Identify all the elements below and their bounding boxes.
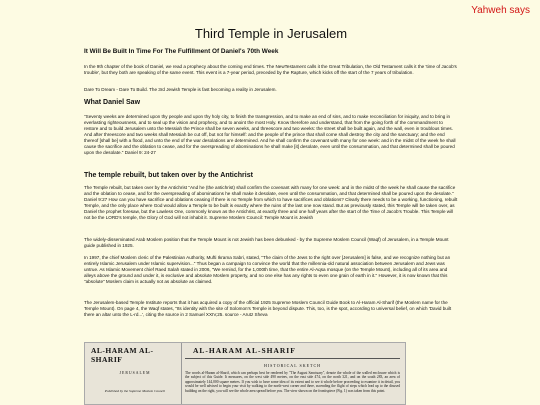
- paragraph-temple-institute: The Jerusalem-based Temple Institute reports that it has acquired a copy of the official 1925 Supreme Moslem Council Guide Book to Al-Haram Al-Sharif (the Moslem name for the Temple Mount). On page 4, the Waqf states, "Its identity with the site of Solomon's Temple is beyond dispute. This, too, is the spot, according to universal belief, on which 'David built there an altar unto the L-rd...', citing the source in 2 Samuel XXIV,25. source - Arutz Sheva: [84, 300, 452, 317]
- scan-sketch-page: [185, 346, 400, 393]
- paragraph-waqf-debunked: The widely-disseminated Arab Moslem position that the Temple Mount is not Jewish has been debunked - by the Supreme Moslem Council (Waqf) of Jerusalem, in a Temple Mount guide published in 1925.: [84, 237, 449, 248]
- section-heading-70th-week: It Will Be Built In Time For The Fulfillment Of Daniel's 70th Week: [84, 48, 279, 55]
- paragraph-antichrist: The Temple rebuilt, but taken over by the Antichrist "And he (the antichrist) shall confirm the covenant with many for one week: and in the midst of the week he shall cause the sacrifice and the oblation to cease, and for the overspreading of abominations he shall make it desolate, even until the consummation, and that determined shall be poured upon the desolate." Daniel 9:27 How can you have sacrifice and oblations ceasing if there is no Temple from which to have sacrifices and oblations? Clearly there needs to be a working, functioning, rebuilt Temple, and the only place where God would allow a Temple to be built is exactly where the ruins of the last one now stand. But as previously stated, this Temple will be taken over, as Daniel the prophet foresaw, but the Lawless One, commonly known as the Antichrist, at exactly three and one half years after the start of the Time of Jacob's Trouble. This Temple will not be the LORD's temple, the Glory of God will not inhabit it. Supreme Moslem Council: Temple Mount is Jewish: [84, 185, 458, 220]
- scan-sketch-text: The words al-Haram al-Sharif, which can perhaps best be rendered by "The August Sanctuary", denote the whole of the walled enclosure which is the subject of this Guide. It measures, on the west side 490 metres, on the east side 474, on the north 321, and on the south 283, an area of approximately 144,000 square metres. If you wish to have some idea of its extent and to see it whole before proceeding to examine it in detail, you would be well advised to begin your visit by walking to the north-west corner and there, ascending the flight of steps which lead up to the disused building on the right, you will see the whole area spread before you. The view shown on the frontispiece (Fig. 1) was taken from this point.: [185, 371, 400, 393]
- paragraph-dare-to-dream: Dare To Dream - Dare To Build. The 3rd Jewish Temple is fast becoming a reality in Jerusalem.: [84, 87, 277, 92]
- paragraph-mufti-1997: In 1997, the chief Moslem cleric of the Palestinian Authority, Mufti Ikrama Sabri, stated, "The claim of the Jews to the right over [Jerusalem] is false, and we recognize nothing but an entirely Islamic Jerusalem under Islamic supervision..." Thus began a campaign to convince the world that the millennia-old natural association between Jerusalem and Jews was untrue. As Islamic Movement chief Raed Salah stated in 2006, "We remind, for the 1,000th time, that the entire Al-Aqsa mosque (on the Temple Mount), including all of its area and alleys above the ground and under it, is exclusive and absolute Moslem property, and no one else has any rights to even one grain of earth in it." However, it is now known that this "absolute" Moslem claim is actually not as absolute as claimed.: [84, 255, 451, 284]
- scan-cover-publisher: Published by the Supreme Moslem Council: [104, 389, 166, 393]
- paragraph-intro: In the 9th chapter of the book of Daniel, we read a prophecy about the coming end times. The NewTestament calls it the Great Tribulation, the Old Testament calls it the 'time of Jacob's trouble', but they both are speaking of the same event. This event is a 7-year period, preceded by the Rapture, which kicks off the start of the 7 years of tribulation.: [84, 64, 457, 75]
- scan-rule: [185, 358, 400, 359]
- scan-cover-page: [91, 346, 179, 394]
- site-brand[interactable]: Yahweh says: [471, 5, 530, 16]
- scan-sketch-title: AL-HARAM AL-SHARIF: [193, 346, 296, 355]
- guidebook-scan-image: [84, 342, 406, 405]
- scan-cover-title: AL-HARAM AL-SHARIF: [91, 346, 154, 364]
- scan-page-divider: [181, 343, 182, 405]
- paragraph-daniel-quote: "Seventy weeks are determined upon thy people and upon thy holy city, to finish the transgression, and to make an end of sins, and to make reconciliation for iniquity, and to bring in everlasting righteousness, and to seal up the vision and prophecy, and to anoint the most Holy. Know therefore and understand, that from the going forth of the commandment to restore and to build Jerusalem unto the Messiah the Prince shall be seven weeks, and threescore and two weeks: the street shall be built again, and the wall, even in troublous times. And after threescore and two weeks shall Messiah be cut off, but not for himself: and the people of the prince that shall come shall destroy the city and the sanctuary; and the end thereof [shall be] with a flood, and unto the end of the war desolations are determined. And he shall confirm the covenant with many for one week: and in the midst of the week he shall cause the sacrifice and the oblation to cease, and for the overspreading of abominations he shall make [it] desolate, even until the consummation, and that determined shall be poured upon the desolate." Daniel 9: 24-27: [84, 114, 456, 155]
- scan-cover-subtitle: JERUSALEM: [119, 371, 151, 375]
- section-heading-what-daniel-saw: What Daniel Saw: [84, 99, 141, 106]
- scan-sketch-subtitle: HISTORICAL SKETCH: [263, 363, 322, 368]
- page-title: Third Temple in Jerusalem: [194, 26, 348, 41]
- section-heading-temple-rebuilt: The temple rebuilt, but taken over by the Antichrist: [84, 172, 253, 179]
